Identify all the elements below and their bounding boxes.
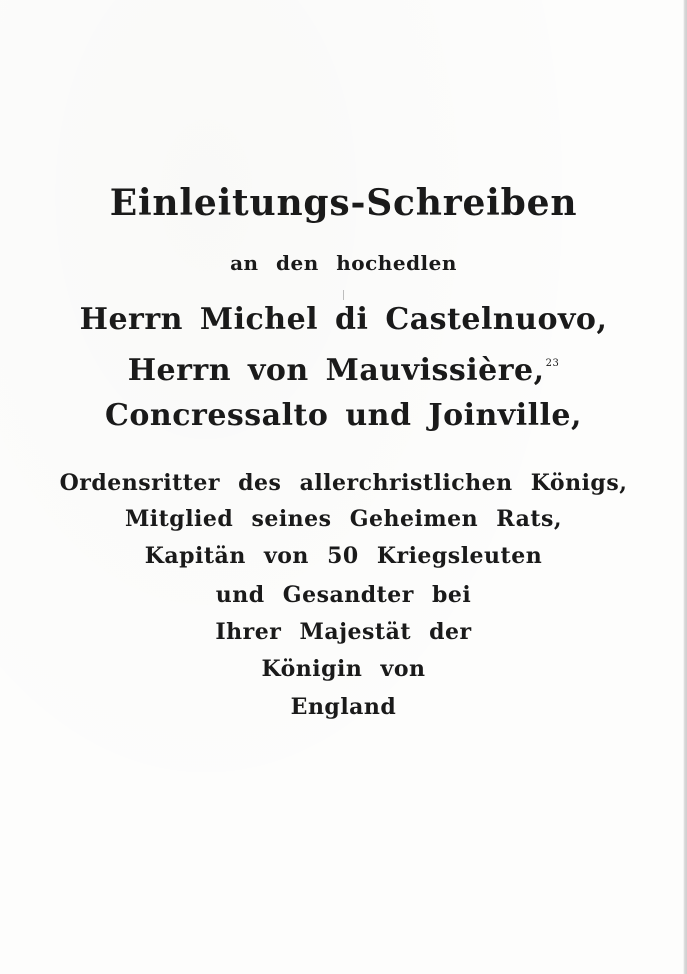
footnote-marker: 23 bbox=[545, 358, 560, 369]
title-line-7: England bbox=[290, 694, 397, 720]
addressee-line-2 bbox=[0, 353, 687, 388]
title-line-3: Kapitän von 50 Kriegsleuten bbox=[144, 543, 543, 569]
addressee-line-2-text: Herrn von Mauvissière, bbox=[127, 353, 545, 388]
title-line-6: Königin von bbox=[261, 656, 426, 682]
addressee-line-3: Concressalto und Joinville, bbox=[105, 398, 582, 433]
page-title: Einleitungs-Schreiben bbox=[109, 182, 578, 224]
title-line-2: Mitglied seines Geheimen Rats, bbox=[124, 506, 563, 532]
title-line-1: Ordensritter des allerchristlichen Königs, bbox=[59, 470, 628, 496]
title-line-5: Ihrer Majestät der bbox=[215, 619, 472, 645]
dedication-subtitle: an den hochedlen bbox=[230, 251, 457, 275]
addressee-line-1: Herrn Michel di Castelnuovo, bbox=[79, 302, 608, 337]
paper-mark bbox=[343, 290, 344, 300]
title-line-4: und Gesandter bei bbox=[215, 582, 472, 608]
